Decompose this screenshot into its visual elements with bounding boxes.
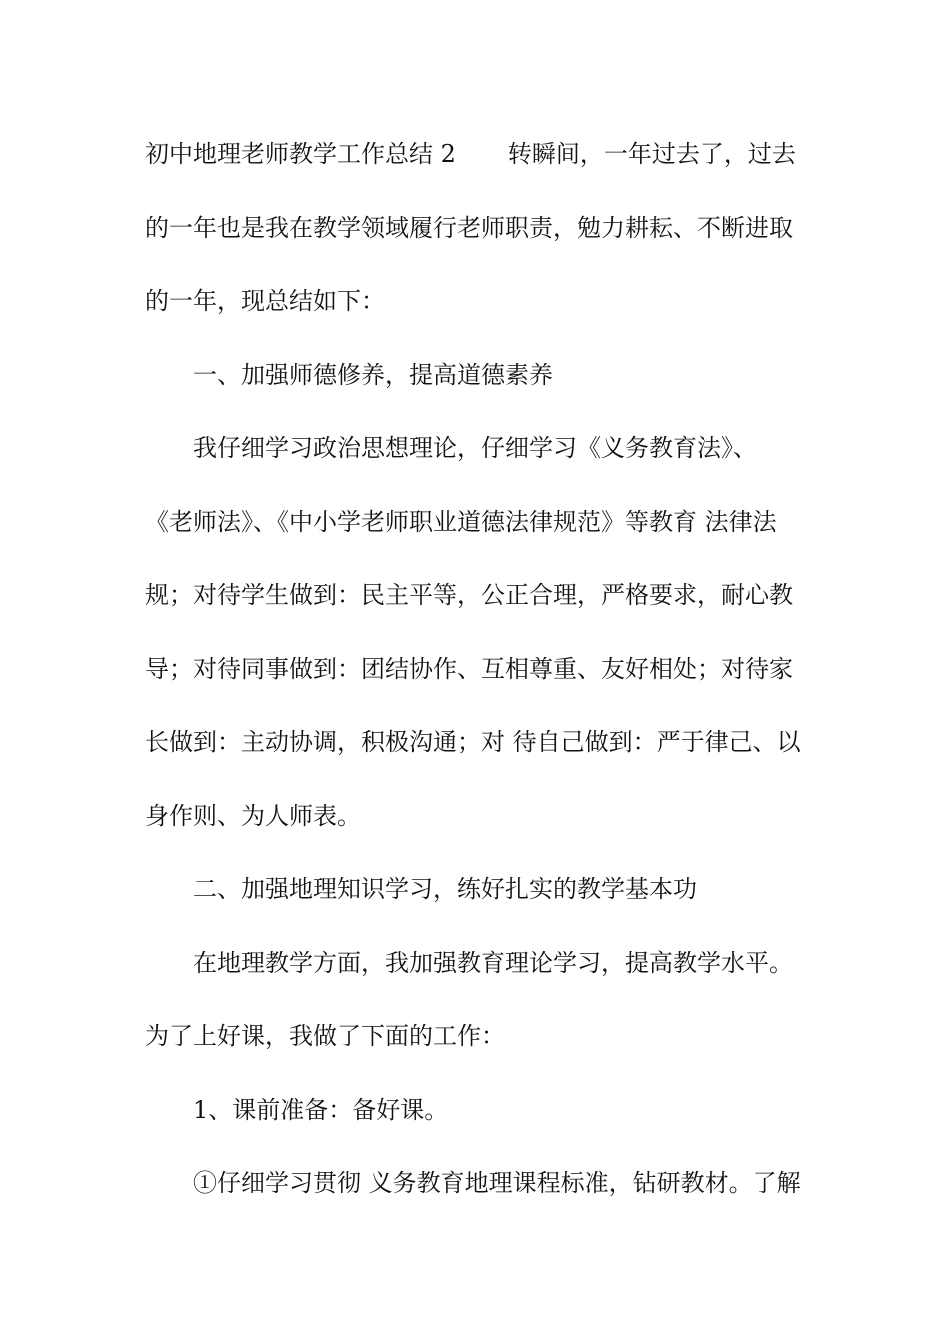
text-line-5: 我仔细学习政治思想理论，仔细学习《义务教育法》、	[193, 434, 757, 462]
section-heading-2: 二、加强地理知识学习，练好扎实的教学基本功	[193, 875, 697, 903]
text-line-15: ①仔细学习贯彻 义务教育地理课程标准，钻研教材。了解	[193, 1169, 801, 1197]
list-item-1: 1、课前准备：备好课。	[193, 1095, 449, 1124]
section-heading-1: 一、加强师德修养，提高道德素养	[193, 360, 553, 389]
text-line-9: 长做到：主动协调，积极沟通；对 待自己做到：严于律己、以	[145, 728, 801, 756]
text-line-7: 规；对待学生做到：民主平等，公正合理，严格要求，耐心教	[145, 581, 793, 609]
document-title: 初中地理老师教学工作总结 2	[145, 140, 456, 168]
text-line-1	[145, 118, 807, 192]
text-line-6: 《老师法》、《中小学老师职业道德法律规范》等教育 法律法	[145, 507, 777, 536]
text-line-12: 在地理教学方面，我加强教育理论学习，提高教学水平。	[193, 948, 793, 977]
text-line-2: 的一年也是我在教学领域履行老师职责，勉力耕耘、不断进取	[145, 213, 793, 242]
text-line-3: 的一年，现总结如下：	[145, 287, 385, 315]
text-line-8: 导；对待同事做到：团结协作、互相尊重、友好相处；对待家	[145, 654, 793, 683]
paragraph-text: 转瞬间，一年过去了，过去	[507, 140, 796, 168]
text-line-10: 身作则、为人师表。	[145, 801, 361, 830]
text-line-13: 为了上好课，我做了下面的工作：	[145, 1022, 505, 1050]
document-body	[145, 118, 807, 1221]
